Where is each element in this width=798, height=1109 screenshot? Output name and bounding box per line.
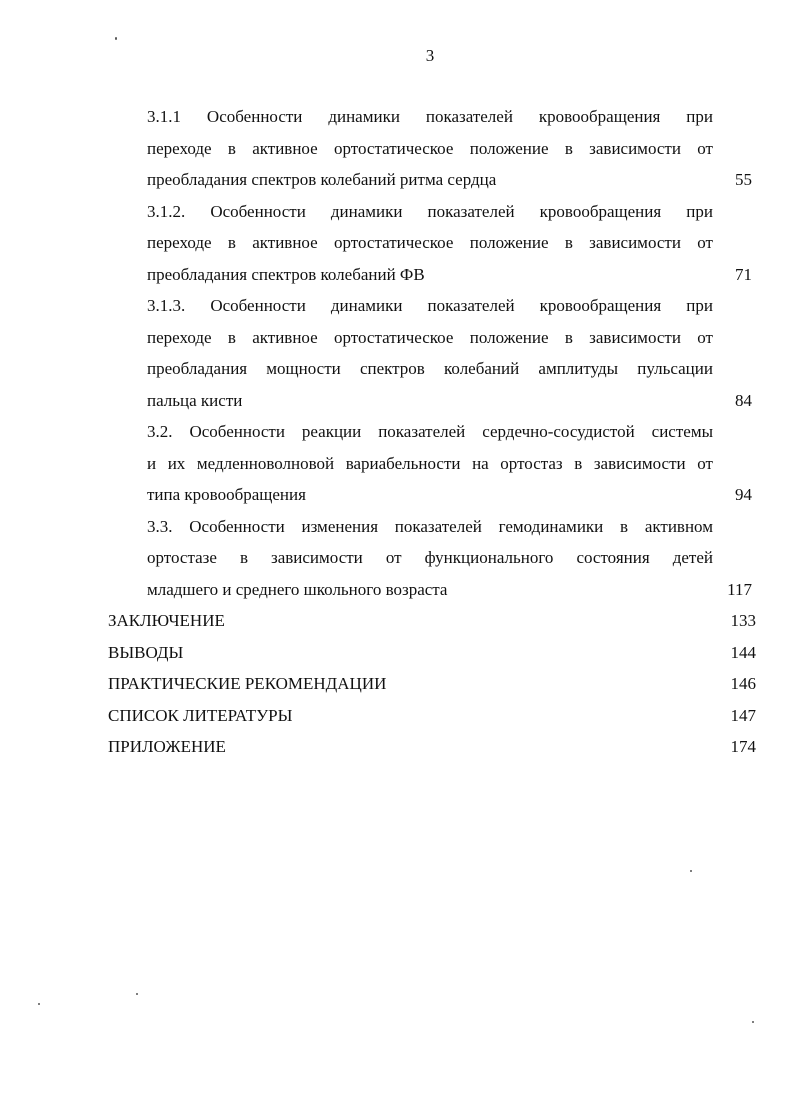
toc-word: спектров: [359, 359, 425, 378]
toc-word: активное: [252, 139, 318, 158]
toc-word: мощности: [266, 359, 341, 378]
toc-word: вариабельности: [345, 454, 461, 473]
toc-entry-line: младшего и среднего школьного возраста: [147, 580, 448, 599]
toc-word: в: [227, 233, 236, 252]
scan-speck: [752, 1021, 754, 1023]
toc-section-title: ВЫВОДЫ: [108, 643, 184, 662]
toc-word: показателей: [378, 422, 466, 441]
toc-word: гемодинамики: [498, 517, 604, 536]
toc-word: активное: [252, 328, 318, 347]
toc-entry-line: [147, 421, 713, 443]
toc-word: от: [697, 139, 713, 158]
toc-word: сердечно-сосудистой: [482, 422, 635, 441]
toc-page-number: 133: [730, 611, 756, 630]
toc-word: активном: [644, 517, 713, 536]
toc-entry-line: пальца кисти: [147, 391, 243, 410]
toc-word: показателей: [394, 517, 482, 536]
toc-word: 3.1.2.: [147, 202, 186, 221]
toc-word: зависимости: [589, 233, 681, 252]
toc-word: Особенности: [189, 517, 285, 536]
toc-entry-line: [147, 547, 713, 569]
toc-word: ортостатическое: [334, 139, 454, 158]
toc-word: кровообращения: [539, 296, 662, 315]
toc-word: показателей: [427, 296, 515, 315]
toc-word: в: [564, 139, 573, 158]
scan-speck: [136, 993, 138, 995]
toc-word: положение: [469, 328, 549, 347]
toc-word: ортостатическое: [334, 233, 454, 252]
toc-section-title: ЗАКЛЮЧЕНИЕ: [108, 611, 225, 630]
toc-word: Особенности: [189, 422, 285, 441]
toc-entry-line: преобладания спектров колебаний ритма сердца: [147, 170, 497, 189]
toc-word: ортостазе: [147, 548, 217, 567]
toc-word: 3.1.1: [147, 107, 181, 126]
toc-word: в: [574, 454, 583, 473]
toc-word: динамики: [330, 202, 403, 221]
toc-word: переходе: [147, 139, 212, 158]
toc-word: от: [385, 548, 402, 567]
toc-word: реакции: [301, 422, 362, 441]
toc-word: Особенности: [210, 296, 306, 315]
toc-page-number: 147: [730, 706, 756, 725]
toc-word: переходе: [147, 328, 212, 347]
toc-word: зависимости: [271, 548, 363, 567]
toc-word: при: [686, 202, 713, 221]
toc-word: состояния: [576, 548, 650, 567]
toc-word: детей: [672, 548, 713, 567]
toc-word: положение: [469, 139, 549, 158]
toc-page-number: 146: [730, 674, 756, 693]
toc-page-number: 84: [735, 391, 752, 410]
toc-word: в: [227, 328, 236, 347]
toc-entry-line: [147, 201, 713, 223]
page-number: 3: [425, 46, 435, 65]
toc-word: Особенности: [210, 202, 306, 221]
toc-word: преобладания: [147, 359, 248, 378]
toc-word: в: [227, 139, 236, 158]
toc-word: переходе: [147, 233, 212, 252]
toc-word: в: [564, 233, 573, 252]
toc-word: динамики: [328, 107, 400, 126]
toc-word: ортостатическое: [334, 328, 454, 347]
toc-word: от: [697, 233, 713, 252]
toc-entry-line: типа кровообращения: [147, 485, 306, 504]
toc-word: ортостаз: [500, 454, 563, 473]
scan-speck: [115, 37, 117, 40]
toc-word: положение: [469, 233, 549, 252]
toc-word: изменения: [301, 517, 379, 536]
toc-page-number: 71: [735, 265, 752, 284]
toc-word: при: [686, 296, 713, 315]
toc-word: активное: [252, 233, 318, 252]
toc-word: системы: [651, 422, 713, 441]
toc-word: зависимости: [593, 454, 686, 473]
toc-entry-line: [147, 327, 713, 349]
toc-word: показателей: [425, 107, 513, 126]
toc-word: зависимости: [589, 328, 681, 347]
toc-word: 3.1.3.: [147, 296, 186, 315]
toc-word: медленноволновой: [196, 454, 335, 473]
toc-entry-line: [147, 358, 713, 380]
toc-word: в: [564, 328, 573, 347]
toc-word: от: [697, 454, 713, 473]
toc-word: 3.3.: [147, 517, 173, 536]
toc-word: в: [620, 517, 629, 536]
toc-word: показателей: [427, 202, 515, 221]
toc-section-title: ПРАКТИЧЕСКИЕ РЕКОМЕНДАЦИИ: [108, 674, 387, 693]
toc-entry-line: [147, 453, 713, 475]
toc-page-number: 94: [735, 485, 752, 504]
toc-page-number: 117: [727, 580, 752, 599]
toc-section-title: ПРИЛОЖЕНИЕ: [108, 737, 226, 756]
toc-entry-line: [147, 138, 713, 160]
toc-word: зависимости: [589, 139, 681, 158]
toc-page-number: 55: [735, 170, 752, 189]
toc-word: при: [686, 107, 713, 126]
toc-word: и: [147, 454, 157, 473]
toc-word: 3.2.: [147, 422, 173, 441]
toc-word: пульсации: [637, 359, 713, 378]
toc-word: кровообращения: [538, 107, 661, 126]
toc-word: амплитуды: [538, 359, 619, 378]
toc-entry-line: [147, 295, 713, 317]
toc-word: в: [239, 548, 248, 567]
toc-word: кровообращения: [539, 202, 662, 221]
toc-word: колебаний: [444, 359, 520, 378]
toc-entry-line: [147, 106, 713, 128]
toc-page-number: 144: [730, 643, 756, 662]
toc-word: функционального: [424, 548, 554, 567]
toc-word: на: [472, 454, 489, 473]
toc-word: от: [697, 328, 713, 347]
scan-speck: [690, 870, 692, 872]
toc-word: их: [167, 454, 186, 473]
toc-entry-line: [147, 516, 713, 538]
toc-entry-line: преобладания спектров колебаний ФВ: [147, 265, 425, 284]
toc-entry-line: [147, 232, 713, 254]
scan-speck: [38, 1003, 40, 1005]
toc-section-title: СПИСОК ЛИТЕРАТУРЫ: [108, 706, 293, 725]
toc-word: Особенности: [206, 107, 303, 126]
toc-page-number: 174: [730, 737, 756, 756]
toc-word: динамики: [330, 296, 403, 315]
